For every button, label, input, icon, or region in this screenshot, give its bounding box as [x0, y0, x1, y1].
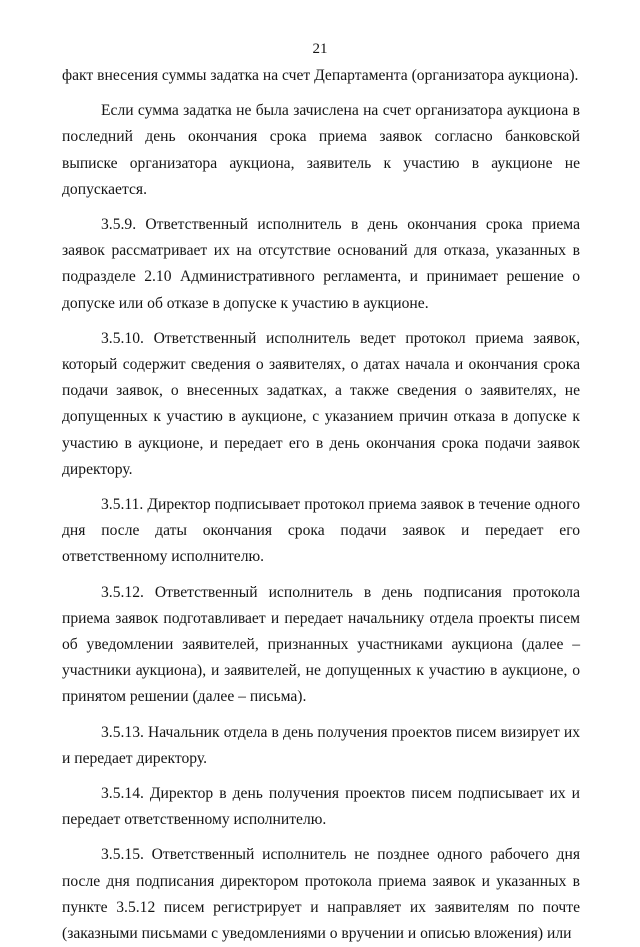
paragraph-3-5-9: 3.5.9. Ответственный исполнитель в день окончания срока приема заявок рассматривает их на отсутствие оснований для отказа, указанных в подразделе 2.10 Административного регламента, и принимает решение о допуске или об отказе в допуске к участию в аукционе.: [62, 216, 580, 312]
paragraph-3-5-13: 3.5.13. Начальник отдела в день получения проектов писем визирует их и передает директору.: [62, 723, 580, 767]
page-body: [62, 63, 580, 947]
paragraph-3-5-14: 3.5.14. Директор в день получения проектов писем подписывает их и передает ответственному исполнителю.: [62, 785, 580, 829]
paragraph-3-5-10: 3.5.10. Ответственный исполнитель ведет протокол приема заявок, который содержит сведения о заявителях, о датах начала и окончания срока подачи заявок, о внесенных задатках, а также сведения о заявителях, не допущенных к участию в аукционе, с указанием причин отказа в допуске к участию в аукционе, и передает его в день окончания срока подачи заявок директору.: [62, 329, 580, 478]
paragraph-continuation: факт внесения суммы задатка на счет Департамента (организатора аукциона).: [62, 67, 579, 84]
paragraph-deposit-not-credited: Если сумма задатка не была зачислена на счет организатора аукциона в последний день окончания срока приема заявок согласно банковской выписке организатора аукциона, заявитель к участию в аукционе не допускается.: [62, 102, 580, 198]
paragraph-3-5-12: 3.5.12. Ответственный исполнитель в день подписания протокола приема заявок подготавливает и передает начальнику отдела проекты писем об уведомлении заявителей, признанных участниками аукциона (далее – участники аукциона), и заявителей, не допущенных к участию в аукционе, о принятом решении (далее – письма).: [62, 583, 580, 706]
paragraph-3-5-15: 3.5.15. Ответственный исполнитель не позднее одного рабочего дня после дня подписания директором протокола приема заявок и указанных в пункте 3.5.12 писем регистрирует и направляет их заявителям по почте (заказными письмами с уведомлениями о вручении и описью вложения) или: [62, 846, 580, 943]
page-number: 21: [312, 41, 328, 57]
paragraph-3-5-11: 3.5.11. Директор подписывает протокол приема заявок в течение одного дня после даты окончания срока подачи заявок и передает его ответственному исполнителю.: [62, 496, 580, 566]
